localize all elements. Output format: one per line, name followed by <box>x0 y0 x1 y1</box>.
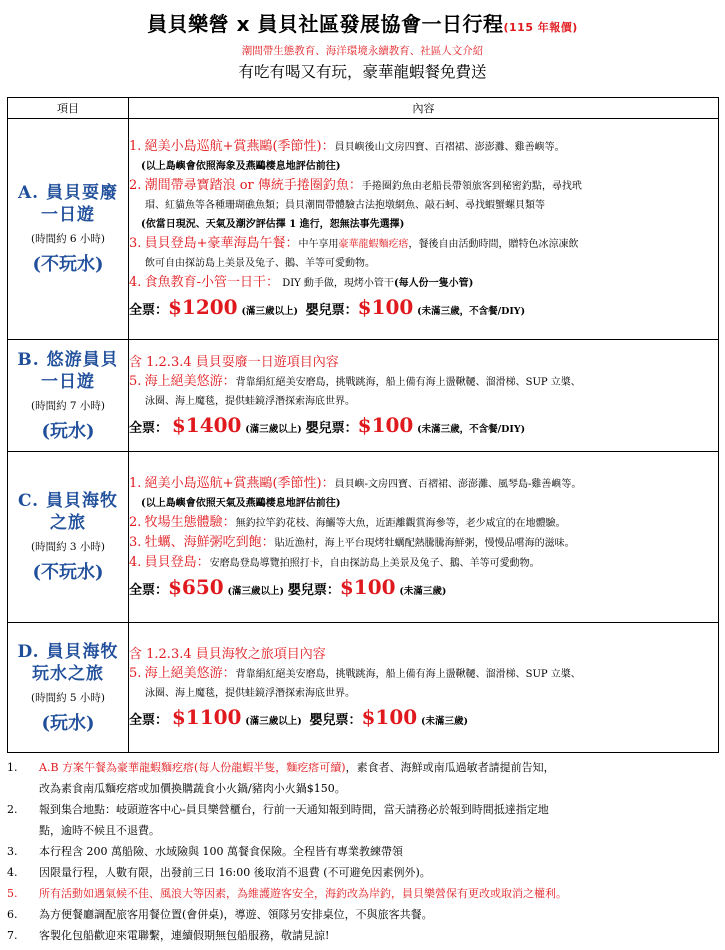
list-item-continued: 飲可自由探訪島上美景及兔子、鵝、羊等可愛動物。 <box>145 258 375 269</box>
column-header-content: 內容 <box>129 98 719 119</box>
price-line: 全票： $1400 (滿三歲以上) 嬰兒票：$100 (未滿三歲，不含餐/DIY) <box>129 412 526 437</box>
child-price: $100 <box>361 704 418 729</box>
package-a-content <box>129 119 719 340</box>
note-item: 6. 為方便餐廳調配旅客用餐位置(會併桌)，導遊、領隊另安排桌位，不與旅客共餐。 <box>7 908 433 921</box>
note-item: 7. 客製化包船歡迎來電聯繫，連續假期無包船服務，敬請見諒! <box>7 929 330 942</box>
note-item: 5. 所有活動如遇氣候不佳、風浪大等因素，為維護遊客安全，海釣改為岸釣，員貝樂營保有更改或取消之權利。 <box>7 887 567 900</box>
package-row-b <box>8 340 719 452</box>
adult-price: $1100 <box>171 704 242 729</box>
list-note: (以上島嶼會依照天氣及燕鷗棲息地評估前往) <box>141 497 341 509</box>
package-d-includes: 含 1.2.3.4 員貝海牧之旅項目內容 <box>129 646 326 662</box>
list-item: 3. 牡蠣、海鮮粥吃到飽：貼近漁村，海上平台現烤牡蠣配熱騰騰海鮮粥，慢慢品嚐海的滋味。 <box>129 534 575 550</box>
package-b-label <box>8 340 129 452</box>
list-note: (依當日現況、天氣及潮汐評估擇 1 進行，恕無法事先選擇) <box>141 219 405 230</box>
package-b-water: (玩水) <box>41 420 95 442</box>
package-c-content <box>129 452 719 623</box>
adult-price: $650 <box>168 574 224 599</box>
tagline: 有吃有喝又有玩，豪華龍蝦餐免費送 <box>238 63 487 81</box>
list-item: 5. 海上絕美悠游：背靠絹紅絕美安磨島，挑戰跳海，船上備有海上盪鞦韆、溜滑梯、SUP 立槳、 <box>129 373 581 389</box>
package-d-water: (玩水) <box>41 712 95 734</box>
package-a-duration: (時間約 6 小時) <box>30 233 106 245</box>
list-item: 1. 絕美小島巡航+賞燕鷗(季節性)：員貝嶼-文房四寶、百褶裙、澎澎灘、風琴島-雞善嶼等。 <box>129 475 582 491</box>
package-row-c <box>8 452 719 623</box>
package-b-duration: (時間約 7 小時) <box>30 399 106 412</box>
list-item: 1. 絕美小島巡航+賞燕鷗(季節性)：員貝嶼後山文房四寶、百褶裙、澎澎灘、雞善嶼等。 <box>129 139 565 154</box>
title-price: (115 年報價) <box>503 21 578 34</box>
list-item: 4. 食魚教育-小管一日干： DIY 動手做，現烤小管干(每人份一隻小管) <box>129 275 474 290</box>
column-header-item: 項目 <box>8 98 129 119</box>
list-item-continued: 泳圈、海上魔毯，提供蛙鏡浮潛探索海底世界。 <box>145 395 355 407</box>
package-b-includes: 含 1.2.3.4 員貝耍廢一日遊項目內容 <box>129 354 339 370</box>
note-item: 4. 因限量行程，人數有限，出發前三日 16:00 後取消不退費 (不可避免因素例外)。 <box>7 866 431 879</box>
list-item-continued: 瑁、紅貓魚等各種珊瑚礁魚類；員貝潮間帶體驗古法抱墩網魚、敲石蚵、尋找蝦蟹螺貝類等 <box>145 200 545 211</box>
notes-list <box>7 757 722 946</box>
child-price: $100 <box>357 295 414 319</box>
price-line: 全票：$650 (滿三歲以上) 嬰兒票：$100 (未滿三歲) <box>129 574 447 599</box>
list-item: 3. 員貝登島+豪華海島午餐：中午享用豪華龍蝦麵疙瘩，餐後自由活動時間，贈特色冰涼凍飲 <box>129 236 579 251</box>
package-c-duration: (時間約 3 小時) <box>30 541 106 553</box>
list-item: 5. 海上絕美悠游：背靠絹紅絕美安磨島，挑戰跳海，船上備有海上盪鞦韆、溜滑梯、SUP 立槳、 <box>129 665 581 681</box>
note-item: 2. 報到集合地點：岐頭遊客中心-員貝樂營櫃台，行前一天通知報到時間，當天請務必於報到時間抵達指定地 點，逾時不候且不退費。 <box>7 803 549 837</box>
package-a-water: (不玩水) <box>32 254 104 275</box>
package-a-name: A. 員貝耍廢 一日遊 <box>17 183 119 225</box>
package-a-label <box>8 119 129 340</box>
package-d-duration: (時間約 5 小時) <box>30 691 106 704</box>
price-line: 全票： $1100 (滿三歲以上) 嬰兒票：$100 (未滿三歲) <box>129 704 468 729</box>
table-header-row <box>8 98 719 119</box>
child-price: $100 <box>339 574 396 599</box>
itinerary-table <box>7 97 719 753</box>
price-line: 全票：$1200 (滿三歲以上) 嬰兒票：$100 (未滿三歲，不含餐/DIY) <box>129 295 526 319</box>
package-c-name: C. 員貝海牧 之旅 <box>17 491 119 533</box>
child-price: $100 <box>357 412 414 437</box>
page-title: 員貝樂營 x 員貝社區發展協會一日行程(115 年報價) <box>147 12 578 36</box>
subtitle: 潮間帶生態教育、海洋環境永續教育、社區人文介紹 <box>241 45 484 57</box>
package-d-content <box>129 623 719 753</box>
list-item-continued: 泳圈、海上魔毯，提供蛙鏡浮潛探索海底世界。 <box>145 687 355 699</box>
package-c-water: (不玩水) <box>32 562 104 583</box>
list-note: (以上島嶼會依照海象及燕鷗棲息地評估前往) <box>141 161 341 172</box>
note-item: 1. A.B 方案午餐為豪華龍蝦麵疙瘩(每人份龍蝦半隻，麵疙瘩可續)，素食者、海鮮或南瓜過敏者請提前告知， 改為素食南瓜麵疙瘩或加價換購蔬食小火鍋/豬肉小火鍋$150。 <box>7 761 555 795</box>
package-row-a <box>8 119 719 340</box>
note-item: 3. 本行程含 200 萬船險、水域險與 100 萬餐食保險。全程皆有專業教練帶領 <box>7 845 403 858</box>
package-c-label <box>8 452 129 623</box>
list-item: 2. 潮間帶尋寶踏浪 or 傳統手捲圈釣魚：手捲圈釣魚由老船長帶領旅客到秘密釣點，尋找玳 <box>129 178 582 193</box>
adult-price: $1200 <box>168 295 238 319</box>
package-row-d <box>8 623 719 753</box>
package-b-content <box>129 340 719 452</box>
package-b-name: B. 悠游員貝 一日遊 <box>17 349 119 392</box>
package-d-label <box>8 623 129 753</box>
list-item: 4. 員貝登島：安磨島登島導覽拍照打卡，自由探訪島上美景及兔子、鵝、羊等可愛動物。 <box>129 554 540 570</box>
package-d-name: D. 員貝海牧 玩水之旅 <box>17 641 119 684</box>
adult-price: $1400 <box>171 412 242 437</box>
list-item: 2. 牧場生態體驗：無釣拉竿釣花枝、海鱺等大魚，近距離觀賞海參等，老少咸宜的在地體驗。 <box>129 514 566 530</box>
